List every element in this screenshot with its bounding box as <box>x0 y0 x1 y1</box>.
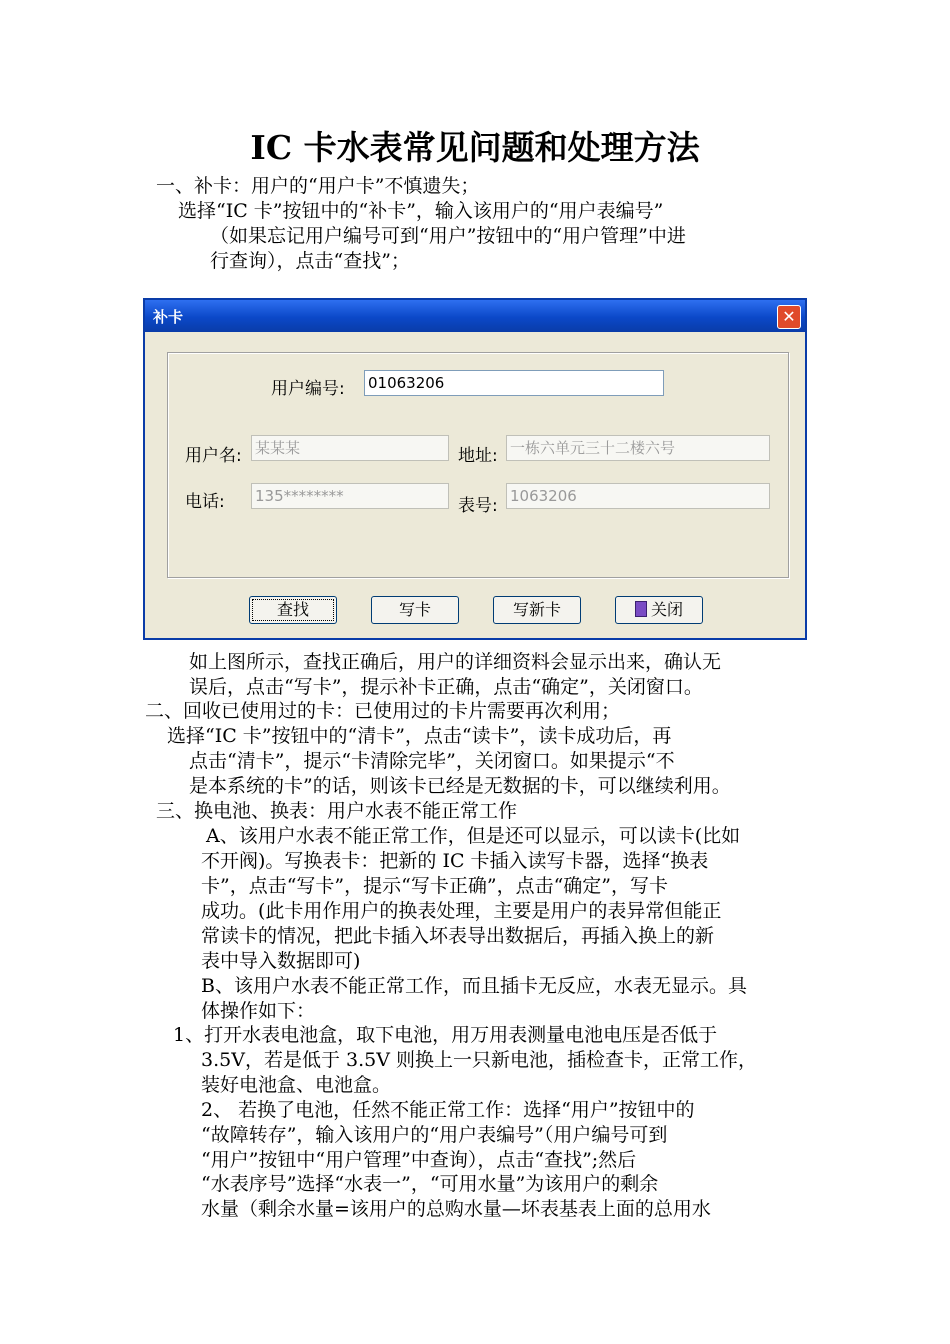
text-line: A、该用户水表不能正常工作，但是还可以显示，可以读卡(比如 <box>206 825 741 847</box>
text-line: 卡”，点击“写卡”，提示“写卡正确”，点击“确定”，写卡 <box>201 875 668 897</box>
text-line: 2、 若换了电池，任然不能正常工作：选择“用户”按钮中的 <box>201 1099 695 1121</box>
user-id-label: 用户编号: <box>271 379 345 399</box>
close-icon[interactable]: ✕ <box>777 305 801 329</box>
address-field[interactable]: 一栋六单元三十二楼六号 <box>506 435 770 461</box>
text-line: 选择“IC 卡”按钮中的“清卡”，点击“读卡”，读卡成功后，再 <box>167 725 672 747</box>
text-line: 不开阀)。写换表卡：把新的 IC 卡插入读写卡器，选择“换表 <box>201 850 709 872</box>
section1-heading: 一、补卡：用户的“用户卡”不慎遗失； <box>156 175 480 197</box>
text-line: 水量（剩余水量=该用户的总购水量—坏表基表上面的总用水 <box>201 1198 711 1220</box>
text-line: 是本系统的卡”的话，则该卡已经是无数据的卡，可以继续利用。 <box>189 775 731 797</box>
user-id-input[interactable]: 01063206 <box>364 370 664 396</box>
meter-number-field[interactable]: 1063206 <box>506 483 770 509</box>
text-line: 成功。(此卡用作用户的换表处理，主要是用户的表异常但能正 <box>201 900 722 922</box>
text-line: 表中导入数据即可) <box>201 950 361 972</box>
phone-field[interactable]: 135******** <box>251 483 449 509</box>
exit-icon <box>635 601 647 617</box>
text-line: 误后，点击“写卡”，提示补卡正确，点击“确定”，关闭窗口。 <box>189 676 703 698</box>
text-line: “水表序号”选择“水表一”，“可用水量”为该用户的剩余 <box>201 1173 659 1195</box>
write-new-card-button[interactable]: 写新卡 <box>493 596 581 624</box>
text-line: 行查询），点击“查找”； <box>210 250 410 272</box>
user-name-label: 用户名: <box>185 446 242 466</box>
dialog-title: 补卡 <box>153 308 184 326</box>
section2-heading: 二、回收已使用过的卡：已使用过的卡片需要再次利用； <box>145 700 621 722</box>
text-line: 如上图所示，查找正确后，用户的详细资料会显示出来，确认无 <box>189 651 722 673</box>
dialog-titlebar[interactable] <box>145 300 805 332</box>
user-name-field[interactable]: 某某某 <box>251 435 449 461</box>
address-label: 地址: <box>458 446 498 466</box>
close-button[interactable] <box>615 596 703 624</box>
phone-label: 电话: <box>185 492 225 512</box>
text-line: （如果忘记用户编号可到“用户”按钮中的“用户管理”中进 <box>210 225 686 247</box>
find-button[interactable]: 查找 <box>249 596 337 624</box>
text-line: “故障转存”，输入该用户的“用户表编号”（用户编号可到 <box>201 1124 668 1146</box>
write-card-button[interactable]: 写卡 <box>371 596 459 624</box>
text-line: 3.5V，若是低于 3.5V 则换上一只新电池，插检查卡，正常工作， <box>201 1049 757 1071</box>
text-line: 常读卡的情况，把此卡插入坏表导出数据后，再插入换上的新 <box>201 925 715 947</box>
text-line: 选择“IC 卡”按钮中的“补卡”，输入该用户的“用户表编号” <box>178 200 664 222</box>
user-info-group <box>167 352 789 578</box>
section3-heading: 三、换电池、换表：用户水表不能正常工作 <box>156 800 518 822</box>
text-line: 点击“清卡”，提示“卡清除完毕”，关闭窗口。如果提示“不 <box>189 750 675 772</box>
text-line: B、该用户水表不能正常工作，而且插卡无反应，水表无显示。具 <box>201 975 747 997</box>
document-title: IC 卡水表常见问题和处理方法 <box>250 128 700 167</box>
close-button-label: 关闭 <box>650 600 683 619</box>
text-line: 1、打开水表电池盒，取下电池，用万用表测量电池电压是否低于 <box>173 1024 718 1046</box>
reissue-card-dialog <box>143 298 807 640</box>
text-line: 装好电池盒、电池盒。 <box>201 1074 392 1096</box>
meter-number-label: 表号: <box>458 496 498 516</box>
text-line: 体操作如下： <box>201 1000 316 1022</box>
text-line: “用户”按钮中“用户管理”中查询），点击“查找”;然后 <box>201 1149 637 1171</box>
